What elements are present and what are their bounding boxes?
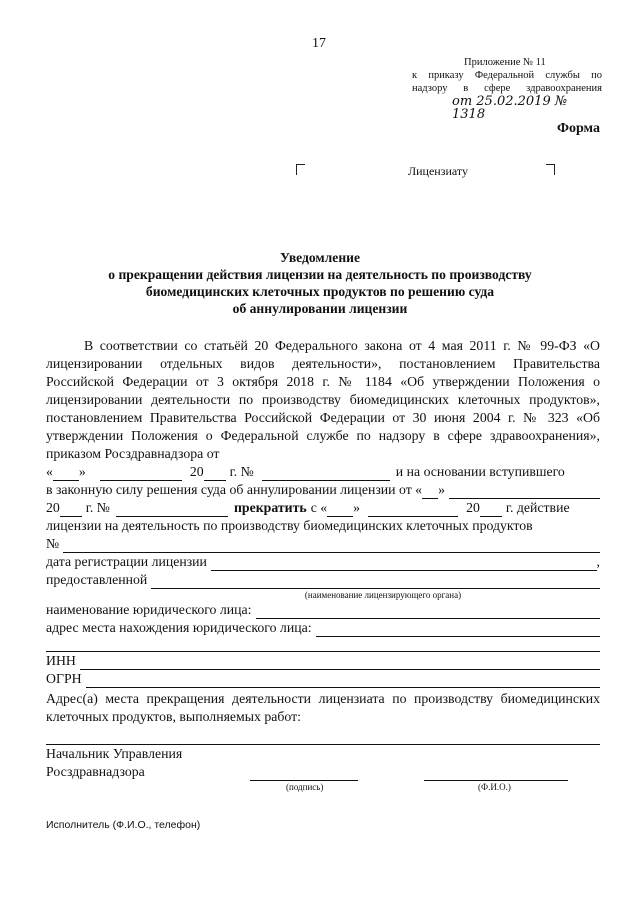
executor-label: Исполнитель (Ф.И.О., телефон)	[46, 819, 201, 831]
title-line2: о прекращении действия лицензии на деятельность по производству	[108, 267, 532, 282]
termination-year-field[interactable]	[480, 504, 502, 517]
appendix-header	[412, 56, 602, 121]
inn-field[interactable]	[80, 656, 600, 670]
title-line1: Уведомление	[279, 250, 361, 265]
body-text: В соответствии со статьёй 20 Федерального закона от 4 мая 2011 г. № 99-ФЗ «О лицензировании отдельных видов деятельности», постановлением Правительства Российской Федерации от 3 октября 2018 г. № 1184 «Об утверждении Положения о лицензировании деятельности по производству биомедицинских клеточных продуктов», постановлением Правительства Российской Федерации от 30 июня 2004 г. № 323 «Об утверждении Положения о Федеральной службе по надзору в сфере здравоохранения», приказом Росздравнадзора от	[46, 338, 600, 461]
address-bracket-right	[546, 164, 555, 175]
work-address-text: Адрес(а) места прекращения деятельности лицензиата по производству биомедицинских клеточных продуктов, выполняемых работ:	[46, 691, 600, 724]
court-month-field[interactable]	[449, 485, 600, 499]
title-line3: биомедицинских клеточных продуктов по решению суда	[145, 284, 495, 299]
order-year-field[interactable]	[204, 468, 226, 481]
reg-date-row: дата регистрации лицензии ,	[46, 554, 600, 569]
inn-row: ИНН	[46, 652, 600, 670]
termination-day-field[interactable]	[327, 504, 353, 517]
appendix-handwritten-date: от 25.02.2019 № 1318	[452, 94, 568, 122]
appendix-line3: надзору в сфере здравоохранения	[412, 83, 602, 94]
form-label: Форма	[556, 121, 600, 136]
page-number: 17	[312, 36, 326, 51]
licensing-authority-caption: (наименование лицензирующего органа)	[304, 590, 462, 600]
ogrn-field[interactable]	[86, 674, 600, 688]
full-name-caption: (Ф.И.О.)	[478, 782, 511, 792]
full-name-line[interactable]	[424, 780, 568, 781]
document-title	[40, 249, 600, 317]
license-number-field[interactable]	[63, 539, 600, 553]
ogrn-row: ОГРН	[46, 670, 600, 688]
legal-address-field[interactable]	[316, 623, 600, 637]
signature-line[interactable]	[250, 780, 358, 781]
termination-month-field[interactable]	[368, 504, 458, 517]
signatory-position: Начальник Управления Росздравнадзора	[46, 746, 183, 779]
order-date-row: « » 20 г. № и на основании вступившего	[46, 464, 565, 479]
appendix-line2: к приказу Федеральной службы по	[412, 70, 602, 81]
court-day-field[interactable]	[422, 486, 438, 499]
order-number-field[interactable]	[262, 468, 390, 481]
notice-body	[46, 337, 600, 745]
signature-caption: (подпись)	[286, 782, 324, 792]
licensee-label: Лицензиату	[408, 164, 468, 178]
court-year-field[interactable]	[60, 504, 82, 517]
title-line4: об аннулировании лицензии	[232, 301, 408, 316]
license-number-row: №	[46, 535, 600, 553]
appendix-line1: Приложение № 11	[464, 57, 546, 68]
legal-address-row: адрес места нахождения юридического лица:	[46, 619, 600, 637]
license-activity-line: лицензии на деятельность по производству биомедицинских клеточных продуктов	[46, 518, 533, 533]
reg-date-field[interactable]	[211, 557, 597, 571]
terminate-row: 20 г. № прекратить с « » 20 г. действие	[46, 500, 570, 515]
court-decision-row: в законную силу решения суда об аннулировании лицензии от « »	[46, 481, 600, 499]
legal-name-field[interactable]	[256, 605, 600, 619]
granted-row: предоставленной	[46, 571, 600, 589]
address-bracket-left	[296, 164, 305, 175]
order-day-field[interactable]	[53, 468, 79, 481]
order-month-field[interactable]	[100, 468, 182, 481]
body-paragraph	[46, 337, 600, 463]
licensing-authority-field[interactable]	[151, 575, 600, 589]
legal-name-row: наименование юридического лица:	[46, 601, 600, 619]
court-number-field[interactable]	[116, 504, 228, 517]
